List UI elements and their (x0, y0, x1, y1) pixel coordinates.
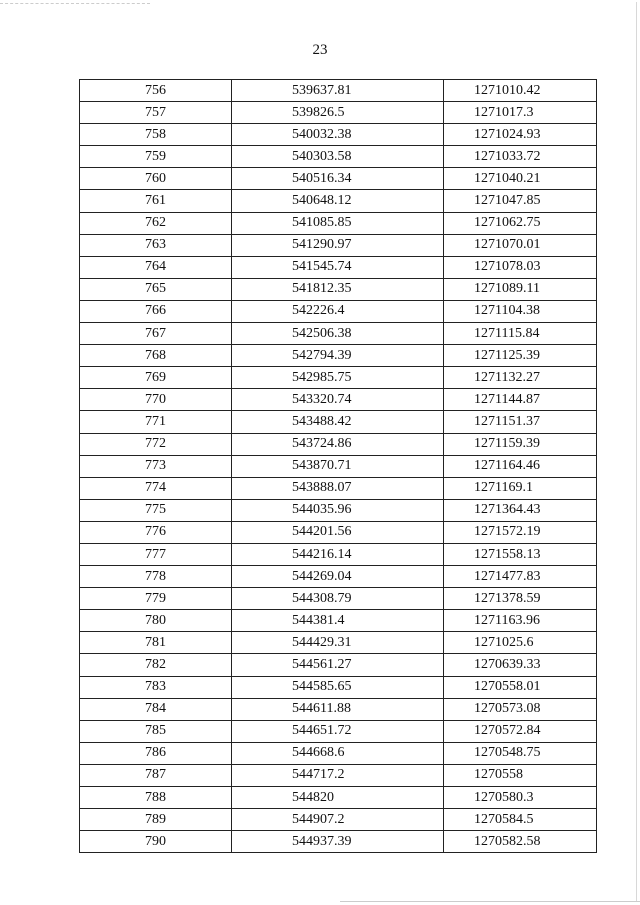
x-coordinate-cell: 544201.56 (232, 521, 444, 543)
table-row (80, 720, 597, 742)
table-row (80, 433, 597, 455)
y-coordinate-cell: 1271378.59 (444, 588, 597, 610)
y-coordinate-cell: 1271010.42 (444, 80, 597, 102)
page-number: 23 (312, 42, 328, 58)
x-coordinate-cell: 539826.5 (232, 102, 444, 124)
point-number-cell: 773 (80, 455, 232, 477)
y-coordinate-cell: 1271017.3 (444, 102, 597, 124)
point-number-cell: 786 (80, 742, 232, 764)
x-coordinate-cell: 544035.96 (232, 499, 444, 521)
table-row (80, 168, 597, 190)
y-coordinate-cell: 1271104.38 (444, 300, 597, 322)
y-coordinate-cell: 1271163.96 (444, 610, 597, 632)
y-coordinate-cell: 1271089.11 (444, 278, 597, 300)
x-coordinate-cell: 541812.35 (232, 278, 444, 300)
y-coordinate-cell: 1271151.37 (444, 411, 597, 433)
y-coordinate-cell: 1271159.39 (444, 433, 597, 455)
point-number-cell: 756 (80, 80, 232, 102)
point-number-cell: 769 (80, 367, 232, 389)
point-number-cell: 782 (80, 654, 232, 676)
x-coordinate-cell: 543888.07 (232, 477, 444, 499)
y-coordinate-cell: 1271062.75 (444, 212, 597, 234)
point-number-cell: 790 (80, 831, 232, 853)
point-number-cell: 774 (80, 477, 232, 499)
table-row (80, 566, 597, 588)
x-coordinate-cell: 541290.97 (232, 234, 444, 256)
scan-edge-right (636, 2, 637, 902)
y-coordinate-cell: 1271024.93 (444, 124, 597, 146)
point-number-cell: 765 (80, 278, 232, 300)
table-row (80, 190, 597, 212)
point-number-cell: 758 (80, 124, 232, 146)
coordinates-table-body (80, 80, 597, 853)
y-coordinate-cell: 1271558.13 (444, 543, 597, 565)
table-row (80, 256, 597, 278)
x-coordinate-cell: 544937.39 (232, 831, 444, 853)
point-number-cell: 787 (80, 764, 232, 786)
table-row (80, 676, 597, 698)
x-coordinate-cell: 543870.71 (232, 455, 444, 477)
coordinates-table (79, 79, 597, 853)
y-coordinate-cell: 1271115.84 (444, 323, 597, 345)
x-coordinate-cell: 544381.4 (232, 610, 444, 632)
y-coordinate-cell: 1271025.6 (444, 632, 597, 654)
y-coordinate-cell: 1271169.1 (444, 477, 597, 499)
table-row (80, 654, 597, 676)
point-number-cell: 781 (80, 632, 232, 654)
y-coordinate-cell: 1271364.43 (444, 499, 597, 521)
x-coordinate-cell: 544717.2 (232, 764, 444, 786)
point-number-cell: 780 (80, 610, 232, 632)
table-row (80, 543, 597, 565)
table-row (80, 389, 597, 411)
x-coordinate-cell: 544651.72 (232, 720, 444, 742)
x-coordinate-cell: 543488.42 (232, 411, 444, 433)
y-coordinate-cell: 1271144.87 (444, 389, 597, 411)
table-row (80, 610, 597, 632)
y-coordinate-cell: 1271164.46 (444, 455, 597, 477)
y-coordinate-cell: 1270548.75 (444, 742, 597, 764)
point-number-cell: 767 (80, 323, 232, 345)
x-coordinate-cell: 542506.38 (232, 323, 444, 345)
x-coordinate-cell: 544668.6 (232, 742, 444, 764)
table-row (80, 278, 597, 300)
point-number-cell: 764 (80, 256, 232, 278)
table-row (80, 234, 597, 256)
point-number-cell: 759 (80, 146, 232, 168)
table-row (80, 212, 597, 234)
y-coordinate-cell: 1270573.08 (444, 698, 597, 720)
y-coordinate-cell: 1270558.01 (444, 676, 597, 698)
y-coordinate-cell: 1270639.33 (444, 654, 597, 676)
y-coordinate-cell: 1270580.3 (444, 787, 597, 809)
table-row (80, 300, 597, 322)
x-coordinate-cell: 544585.65 (232, 676, 444, 698)
table-row (80, 499, 597, 521)
point-number-cell: 762 (80, 212, 232, 234)
y-coordinate-cell: 1271078.03 (444, 256, 597, 278)
table-row (80, 764, 597, 786)
x-coordinate-cell: 540303.58 (232, 146, 444, 168)
point-number-cell: 761 (80, 190, 232, 212)
table-row (80, 323, 597, 345)
y-coordinate-cell: 1270572.84 (444, 720, 597, 742)
y-coordinate-cell: 1271125.39 (444, 345, 597, 367)
x-coordinate-cell: 544308.79 (232, 588, 444, 610)
point-number-cell: 776 (80, 521, 232, 543)
x-coordinate-cell: 540648.12 (232, 190, 444, 212)
table-row (80, 455, 597, 477)
point-number-cell: 763 (80, 234, 232, 256)
point-number-cell: 783 (80, 676, 232, 698)
point-number-cell: 788 (80, 787, 232, 809)
x-coordinate-cell: 544429.31 (232, 632, 444, 654)
point-number-cell: 770 (80, 389, 232, 411)
x-coordinate-cell: 540516.34 (232, 168, 444, 190)
y-coordinate-cell: 1271070.01 (444, 234, 597, 256)
table-row (80, 367, 597, 389)
table-row (80, 588, 597, 610)
table-row (80, 831, 597, 853)
table-row (80, 102, 597, 124)
table-row (80, 742, 597, 764)
x-coordinate-cell: 542985.75 (232, 367, 444, 389)
scan-edge-top (0, 3, 150, 4)
point-number-cell: 757 (80, 102, 232, 124)
point-number-cell: 772 (80, 433, 232, 455)
table-row (80, 345, 597, 367)
x-coordinate-cell: 544561.27 (232, 654, 444, 676)
table-row (80, 80, 597, 102)
x-coordinate-cell: 544269.04 (232, 566, 444, 588)
coordinates-table-container (79, 79, 597, 853)
point-number-cell: 768 (80, 345, 232, 367)
table-row (80, 477, 597, 499)
x-coordinate-cell: 542794.39 (232, 345, 444, 367)
y-coordinate-cell: 1271040.21 (444, 168, 597, 190)
y-coordinate-cell: 1270558 (444, 764, 597, 786)
point-number-cell: 784 (80, 698, 232, 720)
x-coordinate-cell: 543724.86 (232, 433, 444, 455)
point-number-cell: 785 (80, 720, 232, 742)
table-row (80, 521, 597, 543)
scan-edge-bottom (340, 901, 640, 902)
point-number-cell: 775 (80, 499, 232, 521)
x-coordinate-cell: 542226.4 (232, 300, 444, 322)
table-row (80, 411, 597, 433)
table-row (80, 632, 597, 654)
y-coordinate-cell: 1271477.83 (444, 566, 597, 588)
x-coordinate-cell: 544216.14 (232, 543, 444, 565)
x-coordinate-cell: 539637.81 (232, 80, 444, 102)
y-coordinate-cell: 1271033.72 (444, 146, 597, 168)
point-number-cell: 766 (80, 300, 232, 322)
x-coordinate-cell: 544907.2 (232, 809, 444, 831)
y-coordinate-cell: 1271132.27 (444, 367, 597, 389)
point-number-cell: 760 (80, 168, 232, 190)
x-coordinate-cell: 544820 (232, 787, 444, 809)
table-row (80, 809, 597, 831)
table-row (80, 124, 597, 146)
y-coordinate-cell: 1271572.19 (444, 521, 597, 543)
x-coordinate-cell: 543320.74 (232, 389, 444, 411)
table-row (80, 787, 597, 809)
point-number-cell: 771 (80, 411, 232, 433)
x-coordinate-cell: 544611.88 (232, 698, 444, 720)
x-coordinate-cell: 540032.38 (232, 124, 444, 146)
table-row (80, 698, 597, 720)
point-number-cell: 777 (80, 543, 232, 565)
table-row (80, 146, 597, 168)
point-number-cell: 789 (80, 809, 232, 831)
point-number-cell: 778 (80, 566, 232, 588)
point-number-cell: 779 (80, 588, 232, 610)
y-coordinate-cell: 1270582.58 (444, 831, 597, 853)
y-coordinate-cell: 1270584.5 (444, 809, 597, 831)
x-coordinate-cell: 541545.74 (232, 256, 444, 278)
x-coordinate-cell: 541085.85 (232, 212, 444, 234)
y-coordinate-cell: 1271047.85 (444, 190, 597, 212)
